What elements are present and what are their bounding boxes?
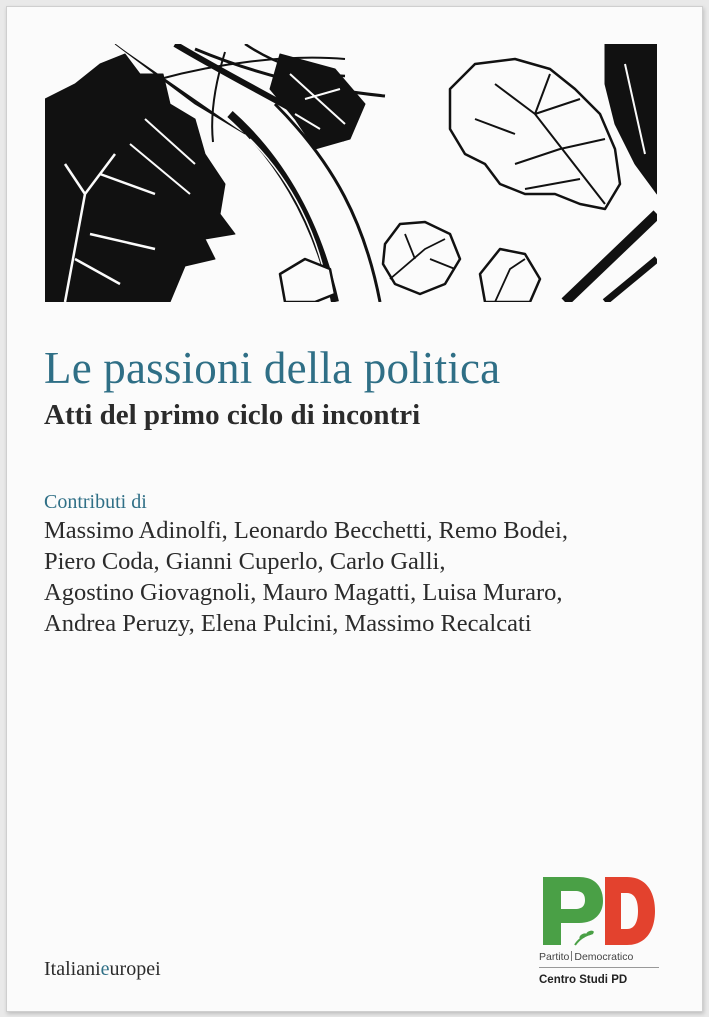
contributors-label: Contributi di (44, 491, 147, 513)
leaves-illustration (45, 44, 657, 302)
logo-divider (539, 967, 659, 968)
contributors-line: Massimo Adinolfi, Leonardo Becchetti, Remo Bodei, (44, 517, 568, 544)
pd-logo-icon (539, 873, 659, 951)
book-title: Le passioni della politica (44, 343, 501, 393)
publisher-name (44, 958, 161, 981)
logo-separator (571, 951, 572, 961)
publisher-part: uropei (109, 958, 161, 980)
contributors-list (44, 515, 568, 639)
book-subtitle: Atti del primo ciclo di incontri (44, 399, 421, 431)
publisher-part: Italiani (44, 958, 101, 980)
logo-party-word: Partito (539, 951, 570, 963)
contributors-line: Agostino Giovagnoli, Mauro Magatti, Luisa Muraro, (44, 579, 563, 606)
logo-party-word: Democratico (574, 951, 634, 963)
contributors-line: Piero Coda, Gianni Cuperlo, Carlo Galli, (44, 548, 446, 575)
logo-party-name (539, 951, 659, 963)
pd-logo (539, 873, 659, 993)
book-cover (6, 6, 703, 1012)
publisher-part: e (100, 958, 110, 980)
contributors-line: Andrea Peruzy, Elena Pulcini, Massimo Recalcati (44, 610, 532, 637)
logo-centro-studi: Centro Studi PD (539, 974, 628, 986)
